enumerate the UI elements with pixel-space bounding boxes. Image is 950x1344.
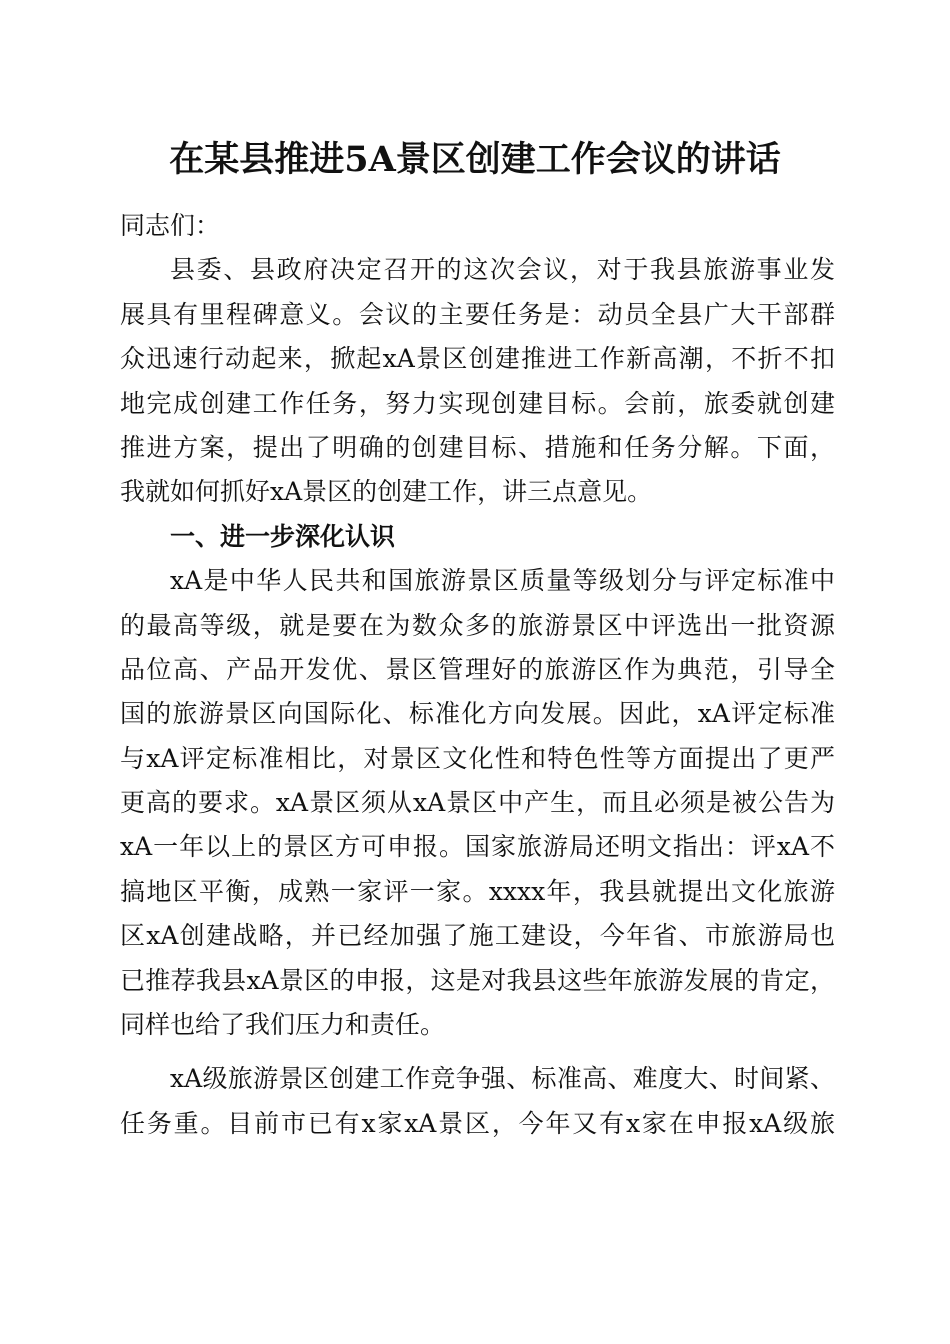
salutation: 同志们： xyxy=(120,211,221,240)
paragraph-line: 展具有里程碑意义。会议的主要任务是：动员全县广大干部群 xyxy=(120,299,835,329)
section-heading: 一、进一步深化认识 xyxy=(170,521,396,551)
document-body xyxy=(120,204,835,1146)
paragraph-line: 县委、县政府决定召开的这次会议，对于我县旅游事业发 xyxy=(170,255,835,285)
paragraph-line: 区xA创建战略，并已经加强了施工建设，今年省、市旅游局也 xyxy=(120,921,835,951)
paragraph-line: 已推荐我县xA景区的申报，这是对我县这些年旅游发展的肯定， xyxy=(120,965,835,995)
paragraph-line: 国的旅游景区向国际化、标准化方向发展。因此，xA评定标准 xyxy=(120,699,835,729)
paragraph-line: 更高的要求。xA景区须从xA景区中产生，而且必须是被公告为 xyxy=(120,788,835,818)
paragraph-line: 搞地区平衡，成熟一家评一家。xxxx年，我县就提出文化旅游 xyxy=(120,876,835,906)
paragraph-line: xA一年以上的景区方可申报。国家旅游局还明文指出：评xA不 xyxy=(120,832,835,862)
paragraph-line: 推进方案，提出了明确的创建目标、措施和任务分解。下面， xyxy=(120,432,835,462)
paragraph-line: 地完成创建工作任务，努力实现创建目标。会前，旅委就创建 xyxy=(120,388,835,418)
paragraph-line: 任务重。目前市已有x家xA景区，今年又有x家在申报xA级旅 xyxy=(120,1108,835,1138)
paragraph-line: 同样也给了我们压力和责任。 xyxy=(120,1010,446,1040)
paragraph-line: 我就如何抓好xA景区的创建工作，讲三点意见。 xyxy=(120,477,653,507)
paragraph-line: xA是中华人民共和国旅游景区质量等级划分与评定标准中 xyxy=(170,566,835,596)
paragraph-line: xA级旅游景区创建工作竞争强、标准高、难度大、时间紧、 xyxy=(170,1064,835,1094)
paragraph-line: 品位高、产品开发优、景区管理好的旅游区作为典范，引导全 xyxy=(120,654,835,684)
paragraph-line: 的最高等级，就是要在为数众多的旅游景区中评选出一批资源 xyxy=(120,610,835,640)
paragraph-spacer xyxy=(120,1047,835,1057)
paragraph-line: 众迅速行动起来，掀起xA景区创建推进工作新高潮，不折不扣 xyxy=(120,344,835,374)
paragraph-line: 与xA评定标准相比，对景区文化性和特色性等方面提出了更严 xyxy=(120,743,835,773)
document-title: 在某县推进5A景区创建工作会议的讲话 xyxy=(169,139,781,180)
